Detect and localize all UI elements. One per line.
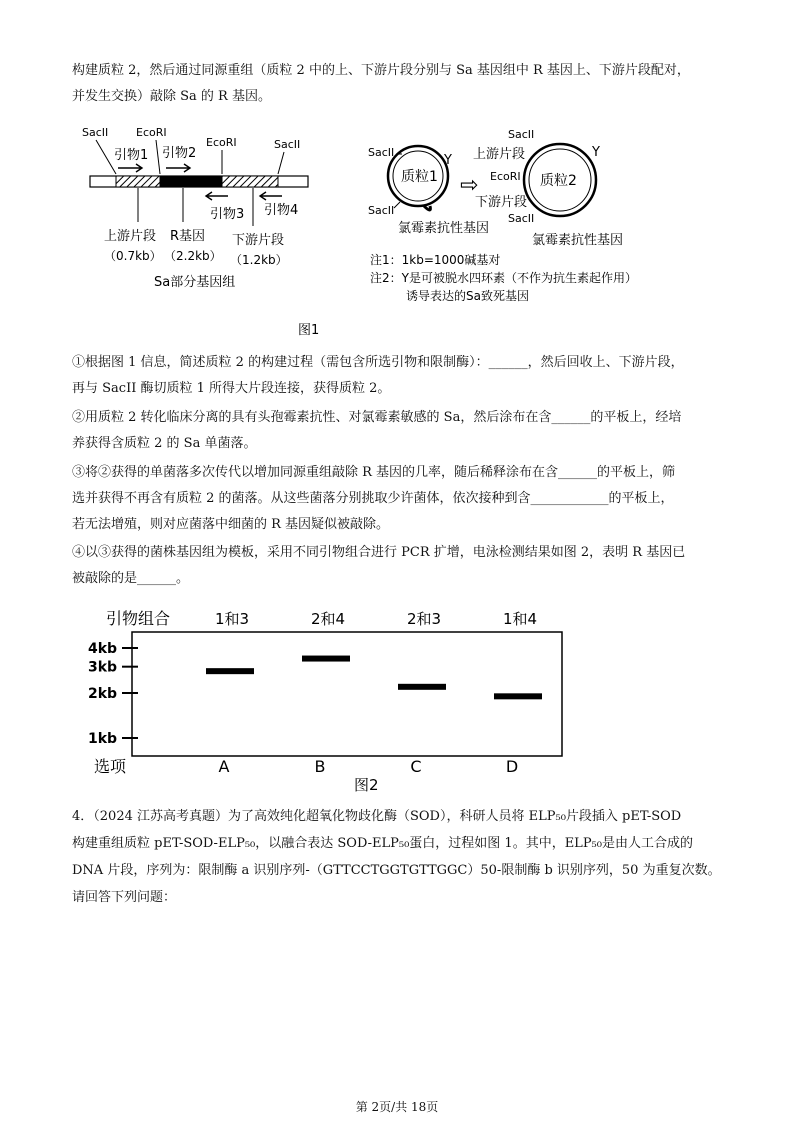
primer-4-arrow xyxy=(260,192,282,200)
lane-a-primers: 1和3 xyxy=(214,610,250,628)
plasmid-2-site-1: SacII xyxy=(508,128,535,141)
q2-line-2: 养获得含质粒 2 的 Sa 单菌落。 xyxy=(72,436,257,451)
p4-line-3: DNA 片段，序列为：限制酶 a 识别序列-（GTTCCTGGTGTTGGC）50-限制酶 b 识别序列，50 为重复次数。 xyxy=(72,863,721,878)
plasmid-1-site-bottom: SacII xyxy=(368,204,395,217)
primer-2-label: 引物2 xyxy=(162,146,197,161)
primer-1-label: 引物1 xyxy=(114,148,149,163)
primer-1-arrow xyxy=(118,164,142,172)
figure-1 xyxy=(78,122,658,344)
downstream-name: 下游片段 xyxy=(232,233,285,248)
upstream-name: 上游片段 xyxy=(104,229,157,244)
lane-c-primers: 2和3 xyxy=(406,610,442,628)
site-pointer xyxy=(278,152,284,174)
plasmid-2-resistance: 氯霉素抗性基因 xyxy=(532,233,624,248)
ladder-3kb: 3kb xyxy=(88,659,118,676)
lane-d-option: D xyxy=(505,757,519,776)
plasmid-2-label: 质粒2 xyxy=(540,173,577,189)
intro-line-1: 构建质粒 2，然后通过同源重组（质粒 2 中的上、下游片段分别与 Sa 基因组中 R 基因上、下游片段配对， xyxy=(72,63,690,78)
p4-line-1: 4．（2024 江苏高考真题）为了高效纯化超氧化物歧化酶（SOD），科研人员将 ELP₅₀片段插入 pET-SOD xyxy=(72,809,682,824)
note-1: 注1：1kb=1000碱基对 xyxy=(370,253,501,267)
ladder-2kb: 2kb xyxy=(88,686,118,702)
plasmid-2-diagram xyxy=(473,128,623,248)
figure-2-gel xyxy=(84,602,570,798)
gel-header: 引物组合 xyxy=(106,609,171,628)
plasmid-2-downstream: 下游片段 xyxy=(475,195,528,210)
downstream-segment xyxy=(222,176,278,187)
r-gene-size: （2.2kb） xyxy=(164,249,222,263)
lane-a-option: A xyxy=(218,757,230,776)
plasmid-2-ecori: EcoRI xyxy=(490,170,521,183)
p4-line-4: 请回答下列问题： xyxy=(72,890,177,905)
genome-title: Sa部分基因组 xyxy=(154,275,236,290)
plasmid-1-site-top: SacII xyxy=(368,146,395,159)
lane-b-primers: 2和4 xyxy=(310,610,346,628)
upstream-segment xyxy=(116,176,160,187)
transform-arrow: ⇨ xyxy=(460,173,479,198)
plasmid-1-resistance: 氯霉素抗性基因 xyxy=(398,221,490,236)
sa-genome-diagram xyxy=(82,126,308,290)
q3-line-1: ③将②获得的单菌落多次传代以增加同源重组敲除 R 基因的几率，随后稀释涂布在含______的平板上，筛 xyxy=(72,465,676,480)
ladder-1kb: 1kb xyxy=(88,731,118,747)
plasmid-1-y-label: Y xyxy=(444,153,452,168)
page-footer: 第 2页/共 18页 xyxy=(355,1100,439,1114)
lane-c-band xyxy=(398,684,446,690)
site-pointer xyxy=(156,140,160,174)
r-gene-segment xyxy=(160,176,222,187)
q1-line-2: 再与 SacII 酶切质粒 1 所得大片段连接，获得质粒 2。 xyxy=(72,381,391,396)
figure-1-caption: 图1 xyxy=(298,323,320,338)
note-2-cont: 诱导表达的Sa致死基因 xyxy=(406,289,529,303)
plasmid-1-label: 质粒1 xyxy=(401,169,438,185)
q2-line-1: ②用质粒 2 转化临床分离的具有头孢霉素抗性、对氯霉素敏感的 Sa，然后涂布在含______的平板上，经培 xyxy=(72,410,682,425)
gel-row-label: 选项 xyxy=(94,757,127,776)
lane-c-option: C xyxy=(410,757,422,776)
primer-2-arrow xyxy=(166,164,190,172)
intro-line-2: 并发生交换）敲除 Sa 的 R 基因。 xyxy=(72,89,271,104)
site-ecori-left: EcoRI xyxy=(136,126,167,139)
lane-b-band xyxy=(302,656,350,662)
upstream-size: （0.7kb） xyxy=(104,249,162,263)
lane-d-band xyxy=(494,693,542,699)
plasmid-1-resistance-marker xyxy=(424,206,430,210)
q3-line-2: 选并获得不再含有质粒 2 的菌落。从这些菌落分别挑取少许菌体，依次接种到含____________的平板上， xyxy=(72,491,674,506)
site-ecori-right: EcoRI xyxy=(206,136,237,149)
lane-d-primers: 1和4 xyxy=(502,610,538,628)
downstream-size: （1.2kb） xyxy=(230,253,288,267)
lane-b-option: B xyxy=(314,757,326,776)
q4-line-1: ④以③获得的菌株基因组为模板，采用不同引物组合进行 PCR 扩增，电泳检测结果如图 2，表明 R 基因已 xyxy=(72,545,686,560)
plasmid-2-upstream: 上游片段 xyxy=(473,147,526,162)
q4-line-2: 被敲除的是______。 xyxy=(72,571,190,586)
figure-1-notes xyxy=(370,252,637,303)
lane-a-band xyxy=(206,668,254,674)
q3-line-3: 若无法增殖，则对应菌落中细菌的 R 基因疑似被敲除。 xyxy=(72,517,390,532)
q1-line-1: ①根据图 1 信息，简述质粒 2 的构建过程（需包含所选引物和限制酶）：______，然后回收上、下游片段， xyxy=(72,355,684,370)
note-2: 注2：Y是可被脱水四环素（不作为抗生素起作用） xyxy=(370,271,637,285)
ladder-4kb: 4kb xyxy=(88,641,118,657)
p4-line-2: 构建重组质粒 pET-SOD-ELP₅₀，以融合表达 SOD-ELP₅₀蛋白，过程如图 1。其中，ELP₅₀是由人工合成的 xyxy=(72,836,693,851)
primer-3-label: 引物3 xyxy=(210,207,245,222)
site-sacii-left: SacII xyxy=(82,126,109,139)
r-gene-name: R基因 xyxy=(170,229,206,244)
plasmid-2-site-5: SacII xyxy=(508,212,535,225)
plasmid-2-y-label: Y xyxy=(592,145,600,160)
primer-4-label: 引物4 xyxy=(264,203,299,218)
primer-3-arrow xyxy=(206,192,228,200)
site-sacii-right: SacII xyxy=(274,138,301,151)
site-pointer xyxy=(96,140,116,174)
figure-2-caption: 图2 xyxy=(354,776,379,794)
